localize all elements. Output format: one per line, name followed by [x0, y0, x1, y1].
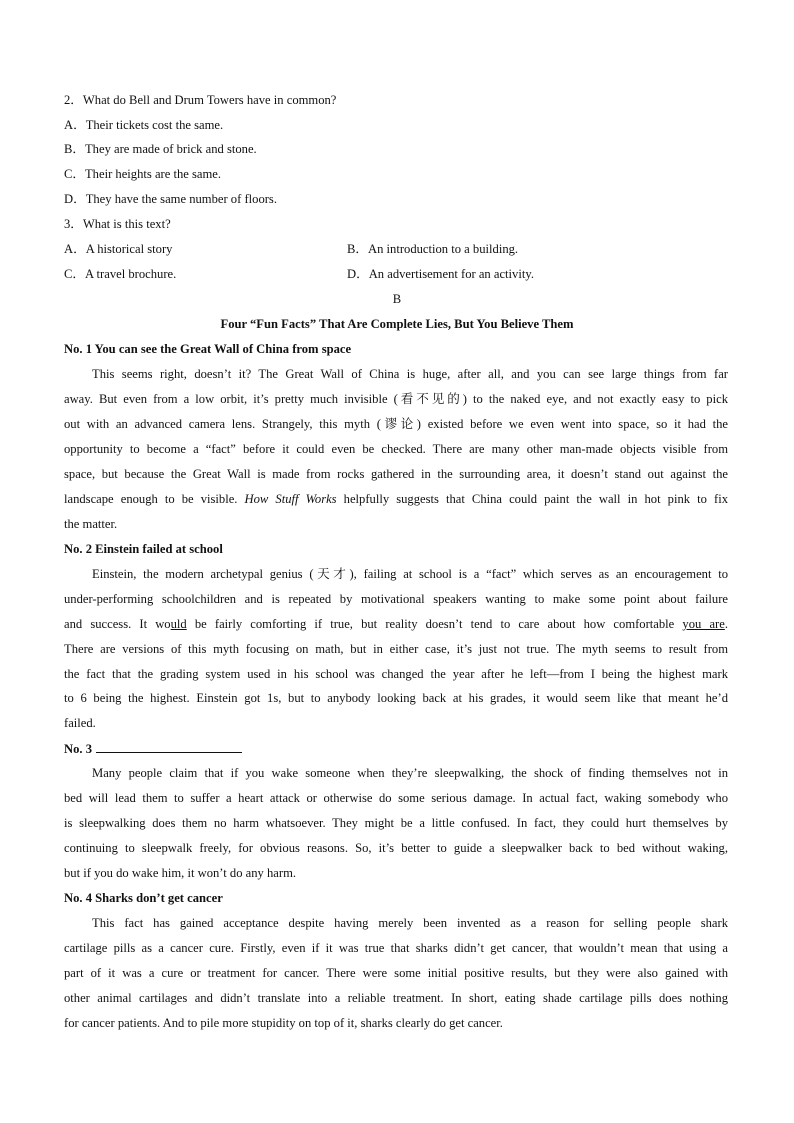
fact-1-line: opportunity to become a “fact” before it could even be checked. There are many other man-made objects visible from: [64, 442, 728, 456]
fact-2-line-3: [64, 616, 728, 632]
fact-4-line: This fact has gained acceptance despite having merely been invented as a reason for selling people shark: [92, 916, 728, 930]
underlined-text: uld: [170, 617, 187, 631]
fact-2-line: Einstein, the modern archetypal genius (天才), failing at school is a “fact” which serves as an encouragement to: [92, 567, 728, 581]
fact-3-heading-row: [64, 740, 242, 757]
fact-2-text: .: [724, 617, 728, 631]
fact-4-line: cartilage pills as a cancer cure. Firstly, even if it was true that sharks didn’t get cancer, that wouldn’t mean that using a: [64, 941, 728, 955]
fact-2-line: to 6 being the highest. Einstein got 1s, but to anybody looking back at his grades, it would seem like that meant he’d: [64, 691, 728, 705]
fact-1-line-6: [64, 491, 728, 507]
fact-1-heading: No. 1 You can see the Great Wall of China from space: [64, 342, 352, 356]
question-2-option-b: B．They are made of brick and stone.: [64, 142, 257, 156]
underlined-text: you are: [682, 617, 725, 631]
fact-2-line: failed.: [64, 716, 96, 730]
question-3-option-b: B．An introduction to a building.: [347, 242, 519, 256]
question-2-option-d: D．They have the same number of floors.: [64, 192, 277, 206]
fact-1-line: the matter.: [64, 517, 118, 531]
question-3-option-c: C．A travel brochure.: [64, 267, 177, 281]
question-2-option-a: A．Their tickets cost the same.: [64, 118, 224, 132]
fact-1-text: helpfully suggests that China could paint the wall in hot pink to fix: [343, 492, 728, 506]
question-2-stem: 2．What do Bell and Drum Towers have in common?: [64, 93, 337, 107]
fact-4-heading: No. 4 Sharks don’t get cancer: [64, 891, 223, 905]
fact-4-line: other animal cartilages and didn’t translate into a reliable treatment. In short, eating shade cartilage pills does nothing: [64, 991, 728, 1005]
section-label: B: [392, 292, 402, 306]
fact-2-text: and success. It wo: [64, 617, 171, 631]
fact-1-line: out with an advanced camera lens. Strangely, this myth (谬论) existed before we even went into space, so it had the: [64, 417, 728, 431]
question-3-option-a: A．A historical story: [64, 242, 173, 256]
answer-blank[interactable]: [96, 740, 242, 753]
question-3-stem: 3．What is this text?: [64, 217, 171, 231]
fact-3-heading: No. 3: [64, 742, 92, 756]
question-3-option-d: D．An advertisement for an activity.: [347, 267, 534, 281]
fact-1-text: landscape enough to be visible.: [64, 492, 238, 506]
fact-4-line: for cancer patients. And to pile more stupidity on top of it, sharks clearly do get cancer.: [64, 1016, 503, 1030]
fact-3-line: Many people claim that if you wake someone when they’re sleepwalking, the shock of finding themselves not in: [92, 766, 728, 780]
fact-2-heading: No. 2 Einstein failed at school: [64, 542, 223, 556]
fact-3-line: but if you do wake him, it won’t do any harm.: [64, 866, 297, 880]
fact-1-line: This seems right, doesn’t it? The Great Wall of China is huge, after all, and you can see large things from far: [92, 367, 728, 381]
passage-title: Four “Fun Facts” That Are Complete Lies, But You Believe Them: [220, 317, 574, 331]
fact-3-line: continuing to sleepwalk freely, for obvious reasons. So, it’s better to guide a sleepwalker back to bed without waking,: [64, 841, 728, 855]
fact-1-line: space, but because the Great Wall is made from rocks gathered in the surrounding area, it doesn’t stand out against the: [64, 467, 728, 481]
fact-2-line: the fact that the grading system used in his school was changed the year after he left—from I being the highest mark: [64, 667, 728, 681]
fact-4-line: part of it was a cure or treatment for cancer. There were some initial positive results, but they were also gained with: [64, 966, 728, 980]
fact-2-line: under-performing schoolchildren and is repeated by motivational speakers wanting to make some point about failure: [64, 592, 728, 606]
fact-3-line: is sleepwalking does them no harm whatsoever. They might be a little confused. In fact, they could hurt themselves by: [64, 816, 728, 830]
fact-1-line: away. But even from a low orbit, it’s pretty much invisible (看不见的) to the naked eye, and not exactly easy to pick: [64, 392, 728, 406]
fact-2-line: There are versions of this myth focusing on math, but in either case, it’s just not true. The myth seems to result from: [64, 642, 728, 656]
fact-2-text: be fairly comforting if true, but reality doesn’t tend to care about how comfortable: [186, 617, 683, 631]
fact-3-line: bed will lead them to suffer a heart attack or otherwise do some serious damage. In actual fact, waking somebody who: [64, 791, 728, 805]
source-title: How Stuff Works: [244, 492, 337, 506]
question-2-option-c: C．Their heights are the same.: [64, 167, 222, 181]
